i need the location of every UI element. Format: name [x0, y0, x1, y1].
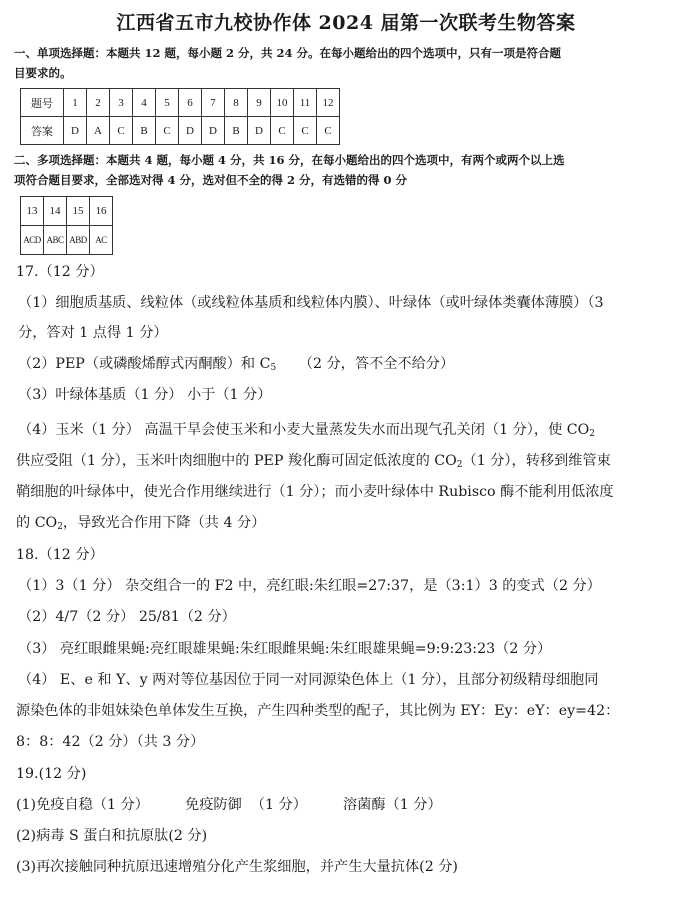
- answer-cell: A: [87, 117, 110, 145]
- section1-heading: [14, 43, 678, 83]
- section2-heading: [14, 150, 678, 190]
- question-number: 8: [225, 89, 248, 117]
- q17-header: 17.（12 分）: [16, 264, 104, 280]
- question-number: 5: [156, 89, 179, 117]
- answer-cell: D: [64, 117, 87, 145]
- answer-cell: C: [294, 117, 317, 145]
- question-number: 6: [179, 89, 202, 117]
- q19-line: (2)病毒 S 蛋白和抗原肽(2 分): [16, 828, 208, 844]
- single-choice-answer-table: [20, 88, 340, 145]
- question-number: 13: [21, 197, 44, 226]
- answer-cell: C: [271, 117, 294, 145]
- question-number: 11: [294, 89, 317, 117]
- q18-line: （4） E、e 和 Y、y 两对等位基因位于同一对同源染色体上（1 分），且部分初级精母细胞同: [18, 672, 599, 688]
- question-number: 10: [271, 89, 294, 117]
- q17-text: 的 CO: [16, 515, 58, 531]
- subscript: 5: [270, 363, 277, 373]
- q18-line: 8：8：42（2 分）（共 3 分）: [16, 734, 205, 750]
- q18-header: 18.（12 分）: [16, 547, 104, 563]
- answer-cell: D: [179, 117, 202, 145]
- section1-heading-line2: 目要求的。: [14, 66, 72, 80]
- q17-line: [16, 451, 678, 471]
- q17-text: ，导致光合作用下降（共 4 分）: [62, 515, 266, 531]
- answer-cell: B: [225, 117, 248, 145]
- q18-line: 源染色体的非姐妹染色单体发生互换，产生四种类型的配子，其比例为 EY：Ey：eY：ey=42：: [16, 703, 620, 719]
- q17-text: （1 分），转移到维管束: [462, 453, 611, 469]
- row-label-question: 题号: [21, 89, 64, 117]
- subscript: 2: [57, 522, 63, 532]
- q17-line: 分，答对 1 点得 1 分）: [18, 325, 168, 341]
- answer-cell: AC: [90, 226, 113, 255]
- question-number: 2: [87, 89, 110, 117]
- answer-cell: C: [110, 117, 133, 145]
- q18-line: （2）4/7（2 分） 25/81（2 分）: [18, 609, 236, 625]
- q17-text: （2）PEP（或磷酸烯醇式丙酮酸）和 C: [18, 356, 271, 372]
- q17-line: [16, 513, 678, 533]
- multiple-choice-answer-table: [20, 196, 113, 255]
- q17-line: [18, 420, 680, 440]
- q19-line: (1)免疫自稳（1 分） 免疫防御 （1 分） 溶菌酶（1 分）: [16, 797, 442, 813]
- q19-header: 19.(12 分): [16, 766, 87, 782]
- subscript: 2: [456, 460, 463, 470]
- question-number: 3: [110, 89, 133, 117]
- q17-line: 鞘细胞的叶绿体中，使光合作用继续进行（1 分）；而小麦叶绿体中 Rubisco 酶不能利用低浓度: [16, 484, 614, 500]
- section2-heading-line1: 二、多项选择题：本题共 4 题，每小题 4 分，共 16 分，在每小题给出的四个选项中，有两个或两个以上选: [14, 153, 565, 167]
- answer-cell: C: [156, 117, 179, 145]
- answer-cell: C: [317, 117, 340, 145]
- answer-cell: D: [202, 117, 225, 145]
- question-number: 14: [44, 197, 67, 226]
- answer-cell: D: [248, 117, 271, 145]
- question-number: 9: [248, 89, 271, 117]
- question-number: 12: [317, 89, 340, 117]
- answer-cell: ABC: [44, 226, 67, 255]
- subscript: 2: [589, 429, 595, 439]
- question-number: 4: [133, 89, 156, 117]
- q17-text: 供应受阻（1 分），玉米叶肉细胞中的 PEP 羧化酶可固定低浓度的 CO: [16, 453, 457, 469]
- answer-row: [21, 226, 113, 255]
- q17-text: （2 分，答不全不给分）: [276, 356, 455, 372]
- section2-heading-line2: 项符合题目要求，全部选对得 4 分，选对但不全的得 2 分，有选错的得 0 分: [14, 173, 408, 187]
- question-number: 16: [90, 197, 113, 226]
- question-number: 15: [67, 197, 90, 226]
- section1-heading-line1: 一、单项选择题：本题共 12 题，每小题 2 分，共 24 分。在每小题给出的四个选项中，只有一项是符合题: [14, 46, 562, 60]
- row-label-answer: 答案: [21, 117, 64, 145]
- q19-line: (3)再次接触同种抗原迅速增殖分化产生浆细胞，并产生大量抗体(2 分): [16, 859, 458, 875]
- answer-cell: B: [133, 117, 156, 145]
- question-number-row: [21, 89, 340, 117]
- q18-line: （1）3（1 分） 杂交组合一的 F2 中，亮红眼:朱红眼=27:37，是（3:1）3 的变式（2 分）: [18, 578, 601, 594]
- answer-cell: ACD: [21, 226, 44, 255]
- answer-row: [21, 117, 340, 145]
- q17-text: （4）玉米（1 分） 高温干旱会使玉米和小麦大量蒸发失水而出现气孔关闭（1 分），使 CO: [18, 422, 590, 438]
- question-number: 1: [64, 89, 87, 117]
- q17-line: （3）叶绿体基质（1 分） 小于（1 分）: [18, 387, 272, 403]
- page-title: 江西省五市九校协作体 2024 届第一次联考生物答案: [116, 12, 576, 34]
- q17-line: [18, 354, 680, 374]
- question-number: 7: [202, 89, 225, 117]
- answer-cell: ABD: [67, 226, 90, 255]
- q17-line: （1）细胞质基质、线粒体（或线粒体基质和线粒体内膜）、叶绿体（或叶绿体类囊体薄膜）（3: [18, 295, 604, 311]
- question-number-row: [21, 197, 113, 226]
- q18-line: （3） 亮红眼雌果蝇:亮红眼雄果蝇:朱红眼雌果蝇:朱红眼雄果蝇=9:9:23:23（2 分）: [18, 641, 552, 657]
